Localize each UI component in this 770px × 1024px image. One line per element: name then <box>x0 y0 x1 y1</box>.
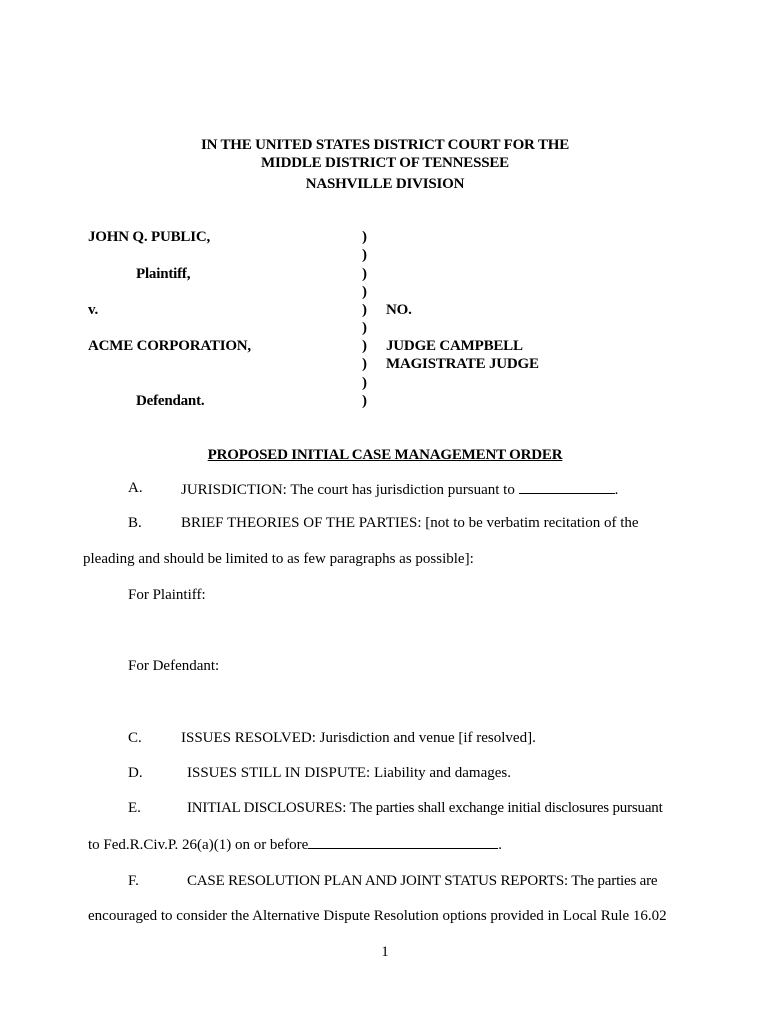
section-d-letter: D. <box>128 765 143 781</box>
caption-paren: ) <box>362 247 367 263</box>
section-e-end: . <box>498 837 502 853</box>
section-f-continuation: encouraged to consider the Alternative Dispute Resolution options provided in Local Rule 16.02 <box>88 908 667 924</box>
for-defendant-label: For Defendant: <box>128 658 220 674</box>
section-b-text: BRIEF THEORIES OF THE PARTIES: [not to be verbatim recitation of the <box>181 515 639 531</box>
caption-paren: ) <box>362 229 367 245</box>
court-heading-line-3: NASHVILLE DIVISION <box>305 176 465 192</box>
caption-paren: ) <box>362 393 367 409</box>
section-e-letter: E. <box>128 800 141 816</box>
section-f-text: CASE RESOLUTION PLAN AND JOINT STATUS REPORTS: The parties are <box>187 873 658 889</box>
disclosure-date-blank <box>308 835 498 849</box>
section-c-letter: C. <box>128 730 142 746</box>
section-e-text: INITIAL DISCLOSURES: The parties shall exchange initial disclosures pursuant <box>187 800 663 816</box>
plaintiff-name: JOHN Q. PUBLIC, <box>88 229 211 245</box>
caption-paren: ) <box>362 375 367 391</box>
versus: v. <box>88 302 99 318</box>
for-plaintiff-label: For Plaintiff: <box>128 587 206 603</box>
document-title: PROPOSED INITIAL CASE MANAGEMENT ORDER <box>207 447 563 463</box>
section-a-body: JURISDICTION: The court has jurisdiction pursuant to <box>181 482 515 498</box>
section-a-letter: A. <box>128 480 143 496</box>
section-b-continuation: pleading and should be limited to as few paragraphs as possible]: <box>83 551 474 567</box>
section-c-text: ISSUES RESOLVED: Jurisdiction and venue [if resolved]. <box>181 730 536 746</box>
defendant-name: ACME CORPORATION, <box>88 338 251 354</box>
caption-paren: ) <box>362 320 367 336</box>
court-heading-line-2: MIDDLE DISTRICT OF TENNESSEE <box>261 155 509 171</box>
section-e-cont-text: to Fed.R.Civ.P. 26(a)(1) on or before <box>88 837 309 853</box>
caption-paren: ) <box>362 356 367 372</box>
section-f-letter: F. <box>128 873 139 889</box>
judge-name: JUDGE CAMPBELL <box>386 338 523 354</box>
section-a-text <box>181 480 618 499</box>
court-heading-line-1: IN THE UNITED STATES DISTRICT COURT FOR THE <box>200 137 570 153</box>
caption-paren: ) <box>362 266 367 282</box>
caption-paren: ) <box>362 284 367 300</box>
caption-paren: ) <box>362 338 367 354</box>
case-number-label: NO. <box>386 302 412 318</box>
magistrate-judge: MAGISTRATE JUDGE <box>386 356 539 372</box>
caption-paren: ) <box>362 302 367 318</box>
jurisdiction-blank <box>519 480 615 494</box>
section-b-letter: B. <box>128 515 142 531</box>
section-a-end: . <box>614 482 619 498</box>
defendant-role: Defendant. <box>136 393 205 409</box>
section-e-continuation <box>88 835 502 854</box>
page-number: 1 <box>381 944 389 960</box>
section-d-text: ISSUES STILL IN DISPUTE: Liability and damages. <box>187 765 511 781</box>
plaintiff-role: Plaintiff, <box>136 266 191 282</box>
